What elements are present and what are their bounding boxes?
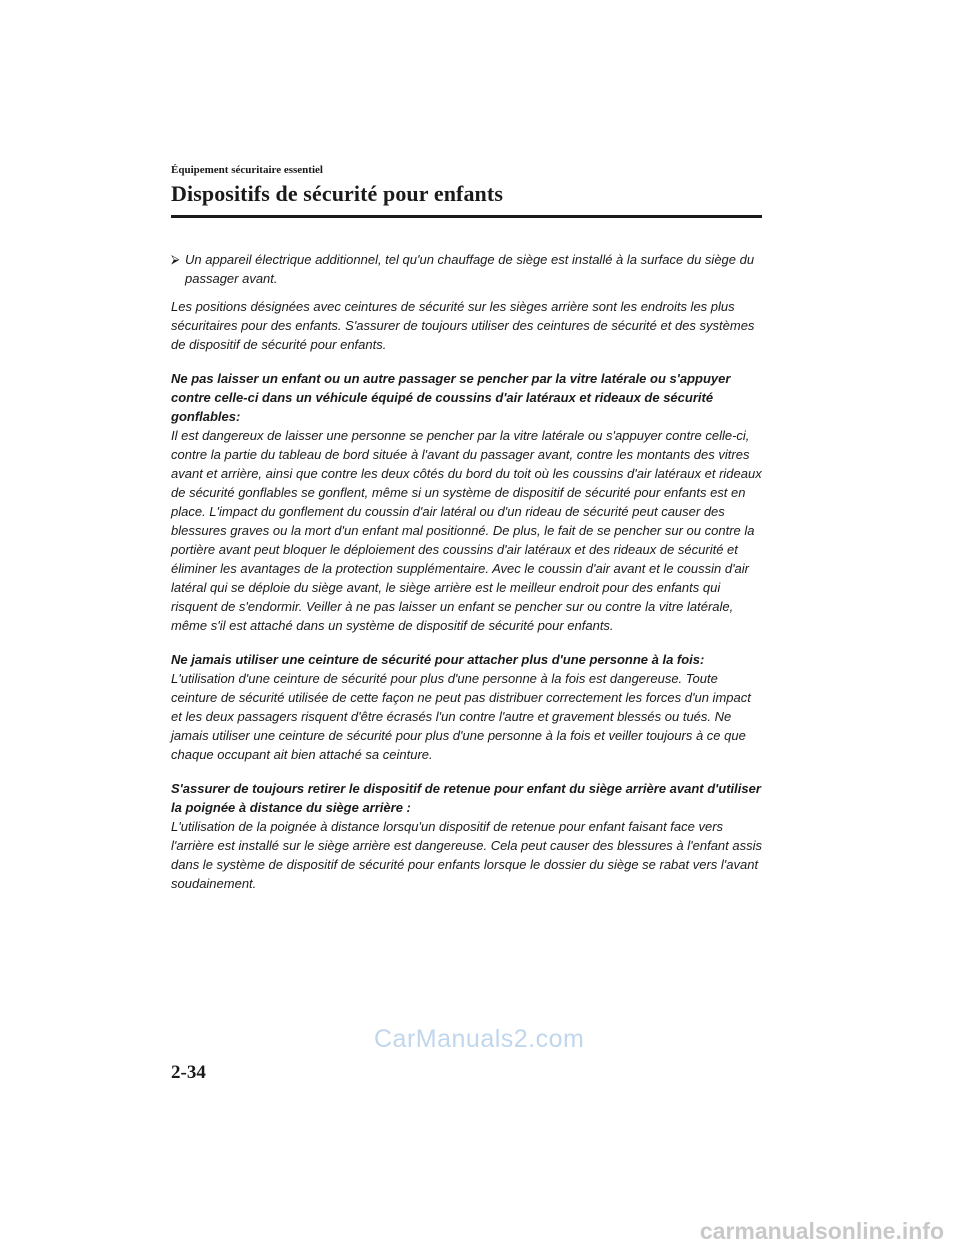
paragraph-positions: Les positions désignées avec ceintures de sécurité sur les sièges arrière sont les endroits les plus sécuritaires pour des enfants. S'assurer de toujours utiliser des ceintures de sécurité et des systèmes de dispositif de sécurité pour enfants. xyxy=(171,299,755,352)
warning-block xyxy=(171,779,762,893)
watermark: CarManuals2.com xyxy=(374,1025,585,1053)
warning-heading: Ne jamais utiliser une ceinture de sécurité pour attacher plus d'une personne à la fois: xyxy=(171,652,705,667)
bullet-text: Un appareil électrique additionnel, tel qu'un chauffage de siège est installé à la surface du siège du passager avant. xyxy=(185,252,755,286)
arrow-right-icon: ⮚ xyxy=(171,252,180,266)
title-divider xyxy=(171,215,762,218)
warning-heading: S'assurer de toujours retirer le dispositif de retenue pour enfant du siège arrière avant d'utiliser la poignée à distance du siège arrière : xyxy=(171,781,761,815)
page-number: 2-34 xyxy=(171,1062,206,1083)
footer-url[interactable]: carmanualsonline.info xyxy=(699,1218,944,1244)
warning-body: L'utilisation de la poignée à distance lorsqu'un dispositif de retenue pour enfant faisant face vers l'arrière est installé sur le siège arrière est dangereuse. Cela peut causer des blessures à l'enfant assis dans le système de dispositif de sécurité pour enfants lorsque le dossier du siège se rabat vers l'avant soudainement. xyxy=(171,819,762,891)
footer-banner xyxy=(0,1208,960,1245)
warning-block xyxy=(171,650,762,764)
main-content xyxy=(171,250,762,893)
bullet-item xyxy=(171,250,762,288)
warning-body: Il est dangereux de laisser une personne se pencher par la vitre latérale ou s'appuyer contre celle-ci, contre la partie du tableau de bord située à l'avant du passager avant, contre les montants des vitres avant et arrière, ainsi que contre les deux côtés du bord du toit où les coussins d'air latéraux et rideaux de sécurité gonflables se gonflent, même si un système de dispositif de sécurité pour enfants est en place. L'impact du gonflement du coussin d'air latéral ou d'un rideau de sécurité peut causer des blessures graves ou la mort d'un enfant mal positionné. De plus, le fait de se pencher sur ou contre la portière avant peut bloquer le déploiement des coussins d'air latéraux et des rideaux de sécurité et éliminer les avantages de la protection supplémentaire. Avec le coussin d'air avant et le coussin d'air latéral qui se déploie du siège avant, le siège arrière est le meilleur endroit pour des enfants qui risquent de s'endormir. Veiller à ne pas laisser un enfant se pencher sur ou contre la vitre latérale, même s'il est attaché dans un système de dispositif de sécurité pour enfants. xyxy=(171,428,762,633)
warning-body: L'utilisation d'une ceinture de sécurité pour plus d'une personne à la fois est dangereuse. Toute ceinture de sécurité utilisée de cette façon ne peut pas distribuer correctement les forces d'un impact et les deux passagers risquent d'être écrasés l'un contre l'autre et gravement blessés ou tués. Ne jamais utiliser une ceinture de sécurité pour plus d'une personne à la fois et veiller toujours à ce que chaque occupant ait bien attaché sa ceinture. xyxy=(171,671,751,762)
warning-heading: Ne pas laisser un enfant ou un autre passager se pencher par la vitre latérale ou s'appuyer contre celle-ci dans un véhicule équipé de coussins d'air latéraux et rideaux de sécurité gonflables: xyxy=(171,371,731,424)
page-title: Dispositifs de sécurité pour enfants xyxy=(171,181,503,206)
warning-block xyxy=(171,369,762,635)
section-label: Équipement sécuritaire essentiel xyxy=(171,164,323,176)
